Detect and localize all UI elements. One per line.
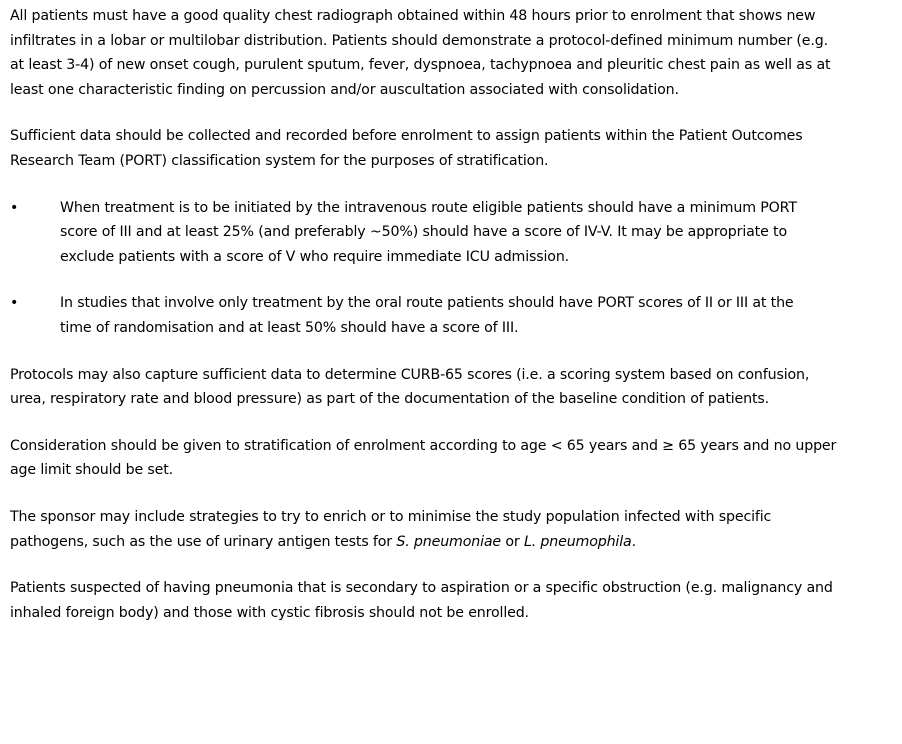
paragraph-pathogen-strategies (10, 505, 840, 554)
bullet-item-intravenous (10, 196, 840, 270)
document-body (10, 4, 840, 647)
paragraph-age-stratification: Consideration should be given to stratification of enrolment according to age < 65 years and ≥ 65 years and no upper age limit should be set. (10, 437, 837, 479)
bullet-text: In studies that involve only treatment by the oral route patients should have PORT scores of II or III at the time of randomisation and at least 50% should have a score of III. (60, 295, 794, 336)
paragraph-curb65: Protocols may also capture sufficient data to determine CURB-65 scores (i.e. a scoring system based on confusion, urea, respiratory rate and blood pressure) as part of the documentation of the baseline condition of patients. (10, 366, 810, 408)
bullet-text: When treatment is to be initiated by the intravenous route eligible patients should have a minimum PORT score of III and at least 25% (and preferably ~50%) should have a score of IV-V. It may be appropriate to exclude patients with a score of V who require immediate ICU admission. (60, 199, 797, 265)
text-run: or (501, 533, 524, 550)
bullet-marker: • (10, 295, 19, 312)
paragraph-port-classification: Sufficient data should be collected and recorded before enrolment to assign patients within the Patient Outcomes Research Team (PORT) classification system for the purposes of stratification. (10, 128, 803, 169)
bullet-marker: • (10, 199, 19, 216)
paragraph-exclusions: Patients suspected of having pneumonia that is secondary to aspiration or a specific obstruction (e.g. malignancy and inhaled foreign body) and those with cystic fibrosis should not be enrolled. (10, 580, 833, 621)
italic-species-name: L. pneumophila (523, 533, 632, 550)
text-run: . (631, 533, 636, 550)
paragraph-radiograph-criteria: All patients must have a good quality chest radiograph obtained within 48 hours prior to enrolment that shows new infiltrates in a lobar or multilobar distribution. Patients should demonstrate a protocol-defined minimum number (e.g. at least 3-4) of new onset cough, purulent sputum, fever, dyspnoea, tachypnoea and pleuritic chest pain as well as at least one characteristic finding on percussion and/or auscultation associated with consolidation. (10, 8, 831, 98)
text-run: The sponsor may include strategies to try to enrich or to minimise the study population infected with specific pathogens, such as the use of urinary antigen tests for (10, 508, 772, 550)
bullet-item-oral (10, 291, 840, 340)
italic-species-name: S. pneumoniae (396, 533, 501, 550)
